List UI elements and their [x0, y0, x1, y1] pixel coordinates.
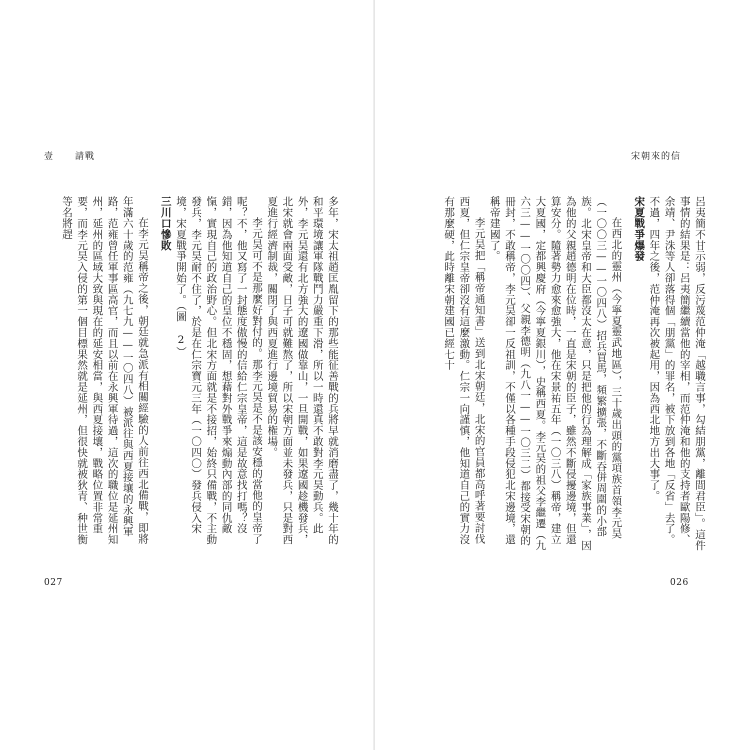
paragraph: 在李元昊稱帝之後，朝廷就急派有相關經驗的人前往西北備戰，即將年滿六十歲的范雍（九七九——一〇四八）被派往與西夏接壤的永興軍路，范雍曾任軍事區高官，而且以前在永興軍待過，這次的職位是延州知州，延州的區域大致與現在的延安相當，與西夏接壤，戰略位置非常重要，而李元昊入侵的第一個目標果然就是延州，但很快就被狄青、种世衡等名將趕: [60, 196, 149, 545]
right-page-body: [401, 196, 707, 552]
right-page: [375, 0, 750, 750]
paragraph: 李元昊把「稱帝通知書」送到北宋朝廷，北宋的官員都高呼著要討伐西夏，但仁宗皇帝卻沒有這麼激動。仁宗一向謹慎，他知道自己的實力沒有那麼硬，此時離宋朝建國已經七十: [443, 196, 486, 545]
paragraph: 在西北的靈州（今寧夏靈武地區），三十歲出頭的黨項族首領李元昊（一〇〇三——一〇四八）招兵買馬，頻繁擴張，不斷吞併周圍的小部族。北宋皇帝和大臣都沒太在意，只是把他的行為理解成「家族事業」，因為他的父親趙德明在位時，一直是宋朝的臣子，雖然不斷侵擾邊境，但還算安分。隨著勢力愈來愈強大，他在宋景祐五年（一〇三八）稱帝，建立大夏國，定都興慶府（今寧夏銀川），史稱西夏。李元昊的祖父李繼遷（九六三——一〇〇四）、父親李德明（九八一——一〇三二）都接受宋朝的冊封，不敢稱帝，李元昊卻一反祖訓，不僅以各種手段侵犯北宋邊境，還稱帝建國了。: [488, 196, 623, 551]
section-heading: 三川口慘敗: [159, 196, 172, 251]
running-head-chapter-title: 請戰: [75, 152, 96, 162]
section-heading: 宋夏戰爭爆發: [633, 196, 646, 262]
paragraph: 呂夷簡不甘示弱，反污蔑范仲淹「越職言事，勾結朋黨，離間君臣」。這件事情的結果是：呂夷簡繼續當他的宰相，而范仲淹和他的支持者歐陽修、余靖、尹洙等人卻落得個「朋黨」的罪名，被下放到各地「反省」去了。不過，四年之後，范仲淹再次被起用，因為西北地方出大事了。: [648, 196, 706, 551]
page-number: 026: [670, 578, 689, 588]
running-head-book-title: 宋朝來的信: [631, 152, 682, 162]
running-head-chapter-number: 壹: [44, 152, 55, 162]
paragraph: 李元昊可不是那麼好對付的。那李元昊是不是該安穩的當他的皇帝了呢？不，他又寫了一封態度傲慢的信給仁宗皇帝，這是故意找打嗎？沒錯，因為他知道自己的皇位不穩固，想藉對外戰爭來煽動內部的同仇敵愾，實現自己的政治野心。但北宋方面就是不接招，始終只備戰，不主動發兵，李元昊耐不住了，於是在仁宗寶元三年（一〇四〇）發兵侵入宋境，宋夏戰爭開始了。（圖 2）: [174, 196, 263, 545]
paragraph: 多年，宋太祖趙匡胤留下的那些能征善戰的兵將早就消磨盡了，幾十年的和平環境讓軍隊戰鬥力嚴重下滑，所以一時還真不敢對李元昊動兵。此外，李元昊還有北方強大的遼國做靠山，一旦開戰，如果遼國趁機發兵，北宋就會兩面受敵，日子可就難熬了，所以宋朝方面並未發兵，只是對西夏進行經濟制裁，關閉了與西夏進行邊境貿易的権場。: [266, 196, 339, 545]
page-number: 027: [44, 578, 63, 588]
left-page-body: [44, 196, 340, 552]
